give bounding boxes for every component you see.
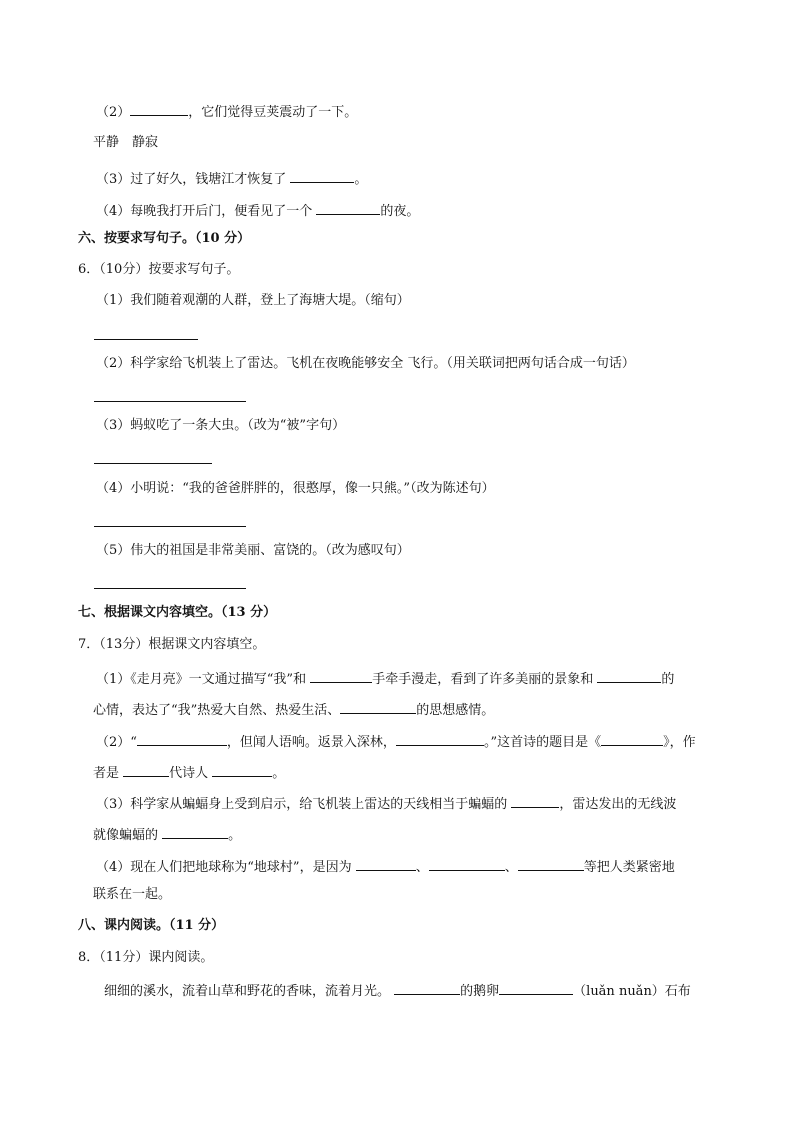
answer-line[interactable] bbox=[94, 526, 246, 527]
answer-blank[interactable] bbox=[340, 699, 416, 714]
answer-line[interactable] bbox=[94, 463, 212, 464]
answer-blank[interactable] bbox=[499, 980, 573, 995]
q7-item-4-line-2: 联系在一起。 bbox=[93, 887, 172, 902]
section-8-heading: 八、课内阅读。（11 分） bbox=[78, 918, 225, 933]
section-7-heading: 七、根据课文内容填空。（13 分） bbox=[78, 605, 277, 620]
q7-item-2-line-2: 者是 代诗人 。 bbox=[93, 762, 285, 783]
answer-blank[interactable] bbox=[511, 793, 559, 808]
answer-line[interactable] bbox=[94, 588, 246, 589]
answer-blank[interactable] bbox=[123, 762, 169, 777]
q5-item-2: （2） ，它们觉得豆荚震动了一下。 bbox=[96, 101, 357, 122]
answer-blank[interactable] bbox=[396, 731, 484, 746]
answer-line[interactable] bbox=[94, 339, 198, 340]
q7-item-2-line-1: （2）“ ，但闻人语响。返景入深林， 。”这首诗的题目是《 》，作 bbox=[96, 731, 696, 752]
q6-item-3: （3）蚂蚁吃了一条大虫。（改为“被”字句） bbox=[96, 418, 346, 433]
answer-blank[interactable] bbox=[356, 856, 416, 871]
answer-line[interactable] bbox=[94, 401, 246, 402]
answer-blank[interactable] bbox=[394, 980, 460, 995]
answer-blank[interactable] bbox=[429, 856, 505, 871]
reading-passage-line-1: 细细的溪水，流着山草和野花的香味，流着月光。 的鹅卵 （luǎn nuǎn）石布 bbox=[104, 980, 691, 1001]
answer-blank[interactable] bbox=[601, 731, 663, 746]
answer-blank[interactable] bbox=[310, 668, 372, 683]
question-7: 7．（13分）根据课文内容填空。 bbox=[78, 637, 266, 652]
q6-item-4: （4）小明说：“我的爸爸胖胖的，很憨厚，像一只熊。”（改为陈述句） bbox=[96, 481, 495, 496]
answer-blank[interactable] bbox=[290, 168, 354, 183]
q7-item-3-line-2: 就像蝙蝠的 。 bbox=[93, 824, 241, 845]
section-6-heading: 六、按要求写句子。（10 分） bbox=[78, 231, 251, 246]
q6-item-2: （2）科学家给飞机装上了雷达。飞机在夜晚能够安全 飞行。（用关联词把两句话合成一句话） bbox=[96, 356, 635, 371]
answer-blank[interactable] bbox=[597, 668, 661, 683]
question-6: 6．（10分）按要求写句子。 bbox=[78, 262, 240, 277]
answer-blank[interactable] bbox=[162, 824, 228, 839]
answer-blank[interactable] bbox=[518, 856, 584, 871]
question-8: 8．（11分）课内阅读。 bbox=[78, 950, 214, 965]
q6-item-5: （5）伟大的祖国是非常美丽、富饶的。（改为感叹句） bbox=[96, 543, 410, 558]
answer-blank[interactable] bbox=[316, 200, 380, 215]
q7-item-4-line-1: （4）现在人们把地球称为“地球村”，是因为 、 、 等把人类紧密地 bbox=[96, 856, 675, 877]
q5-item-3: （3）过了好久，钱塘江才恢复了 。 bbox=[96, 168, 367, 189]
q7-item-1-line-1: （1）《走月亮》一文通过描写“我”和 手牵手漫走，看到了许多美丽的景象和 的 bbox=[96, 668, 674, 689]
answer-blank[interactable] bbox=[130, 101, 188, 116]
q7-item-1-line-2: 心情，表达了“我”热爱大自然、热爱生活、 的思想感情。 bbox=[93, 699, 494, 720]
q5-item-4: （4）每晚我打开后门，便看见了一个 的夜。 bbox=[96, 200, 419, 221]
answer-blank[interactable] bbox=[137, 731, 227, 746]
q7-item-3-line-1: （3）科学家从蝙蝠身上受到启示，给飞机装上雷达的天线相当于蝙蝠的 ，雷达发出的无线波 bbox=[96, 793, 676, 814]
q6-item-1: （1）我们随着观潮的人群，登上了海塘大堤。（缩句） bbox=[96, 293, 410, 308]
word-bank-b: 平静 静寂 bbox=[93, 135, 159, 150]
answer-blank[interactable] bbox=[212, 762, 272, 777]
